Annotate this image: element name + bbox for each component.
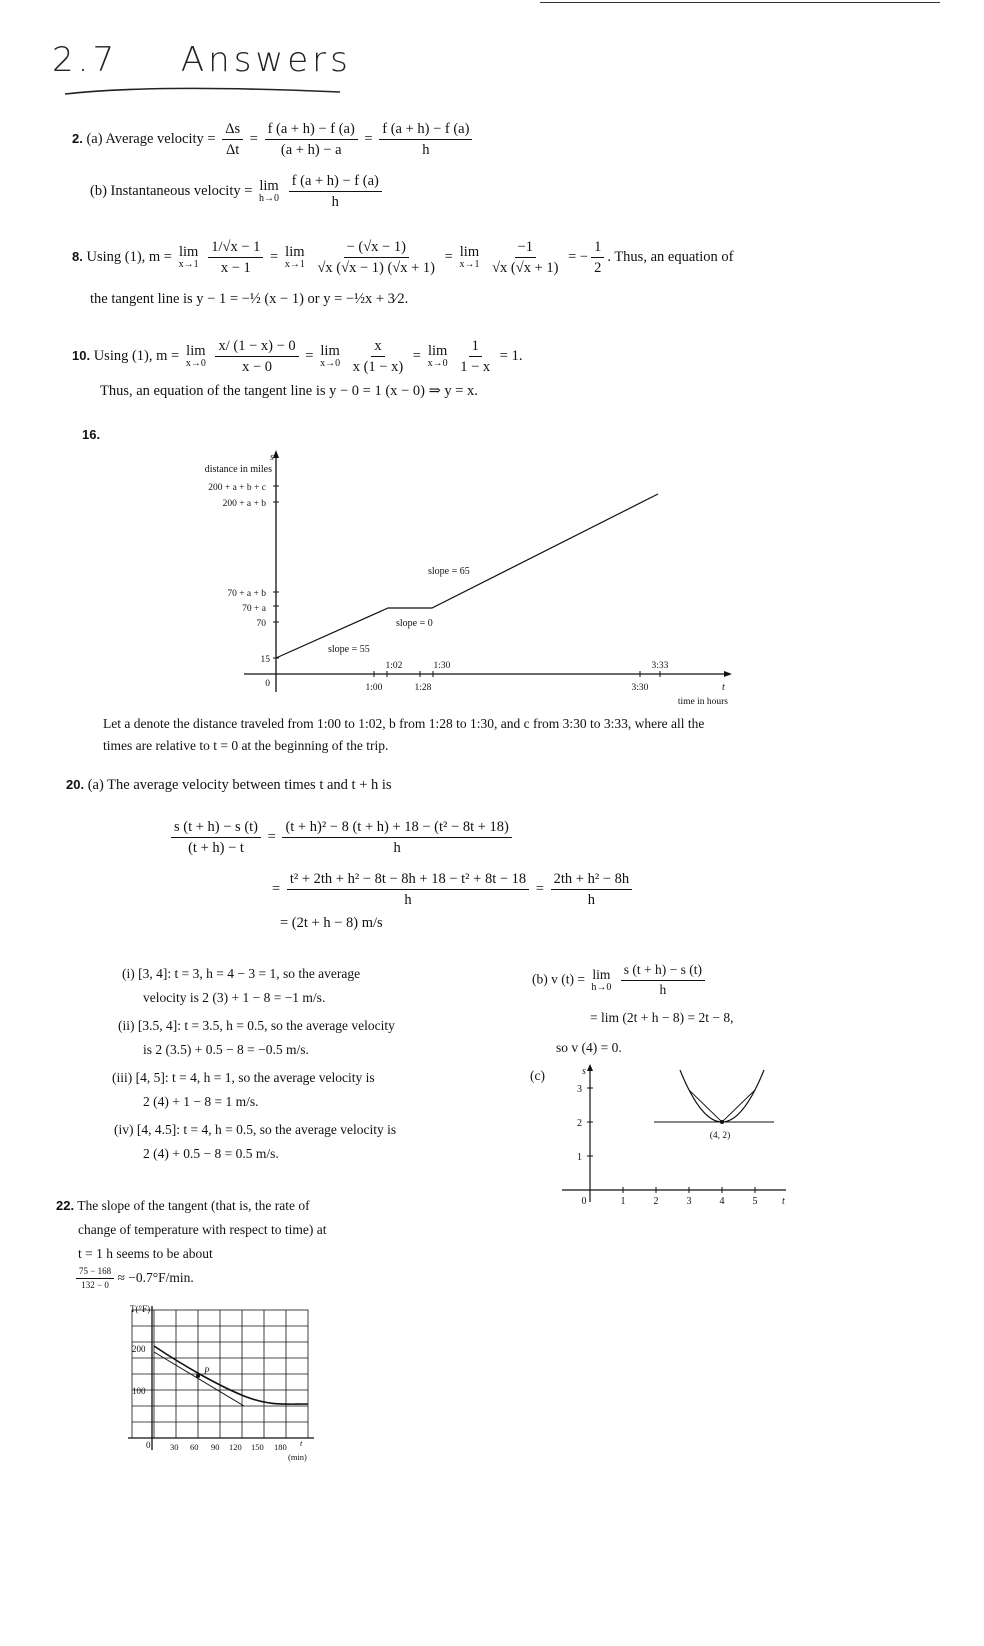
q10-intro: Using (1), m = [93,347,180,364]
q20c-ytick-3: 3 [577,1084,582,1095]
q22-result: ≈ −0.7°F/min. [117,1269,194,1285]
q20-item-ii: (ii) [3.5, 4]: t = 3.5, h = 0.5, so the average velocity [118,1018,395,1033]
q20-b-frac: $\frac{s (t + h) - s (t)}{h}$ [621,962,705,999]
title-underline [60,80,350,104]
q20c-y-name: s [582,1066,586,1077]
q20c-point-label: (4, 2) [709,1131,731,1141]
q22-point-label: P [204,1366,210,1376]
q20-equation-1: $\frac{s (t + h) - s (t)}{(t + h) - t}$ = $\frac{\text{(t + h)² − 8 (t + h) + 18 − (t² − 8t + 18)}}{h}$ [168,818,515,857]
q10-limit-3: lim x→0 [427,342,448,370]
q8-limit-1: lim x→1 [178,243,199,271]
q20c-point [720,1120,724,1124]
q16-tick-100: 1:00 [365,683,383,693]
q22-xtick-180: 180 [274,1442,287,1452]
q2-b-label: (b) Instantaneous velocity = [90,182,253,199]
q16-tick-102: 1:02 [385,661,403,671]
q20-intro: (a) The average velocity between times t and t + h is [87,777,392,793]
q8-line-2: the tangent line is y − 1 = −½ (x − 1) or y = −½x + 3⁄2. [90,291,409,307]
q20-item-i-cont: velocity is 2 (3) + 1 − 8 = −1 m/s. [143,990,326,1005]
q8-frac-half: $\frac{1}{2}$ [591,238,604,277]
q16-tick-128: 1:28 [414,683,432,693]
q22-line-1 [56,1198,310,1215]
q22-ytick-100: 100 [132,1386,146,1396]
q16-x-label: time in hours [677,697,728,707]
q20c-ytick-2: 2 [577,1118,582,1129]
q22-x-name: t [300,1438,303,1448]
q20-item-i: (i) [3, 4]: t = 3, h = 4 − 3 = 1, so the average [122,966,361,981]
q10-end: = 1. [499,347,523,364]
q2-frac-ds: $\frac{\Delta s}{\Delta t}$ [222,120,243,159]
q10-frac-3: $\frac{1}{1 - x}$ [460,338,491,376]
q22-temperature-graph [124,1300,324,1464]
q22-temperature-curve [154,1346,308,1404]
title-number: 2.7 [52,40,119,80]
q22-line-4 [76,1266,194,1292]
q10-line-2: Thus, an equation of the tangent line is y − 0 = 1 (x − 0) ⇒ y = x. [100,383,478,399]
q16-tick-333: 3:33 [651,661,669,671]
q20-number: 20. [66,777,85,792]
q8-intro: Using (1), m = [86,248,172,265]
q22-xtick-90: 90 [211,1442,220,1452]
q22-point-p [196,1374,200,1378]
q8-number: 8. [72,248,83,264]
q2-frac-1: $\frac{f (a + h) - f (a)}{(a + h) - a}$ [265,120,358,159]
q16-ytick-15: 15 [260,655,270,665]
q8-frac-3: $\frac{-1}{√x (√x + 1)}$ [492,239,559,277]
q8-frac-2: $\frac{- (√x - 1)}{√x (√x - 1) (√x + 1)}$ [317,239,436,277]
q20c-secant-left [689,1090,722,1122]
q20-frac-4: $\frac{\text{2th + h² − 8h}}{h}$ [551,870,632,909]
q20-intro-line [66,776,392,794]
q22-grid [132,1310,308,1438]
q20-item-ii-cont: is 2 (3.5) + 0.5 − 8 = −0.5 m/s. [143,1042,309,1057]
top-scan-line [540,2,940,3]
q8-frac-1: $\frac{1/√x - 1}{x - 1}$ [208,238,263,277]
q8-tail: . Thus, an equation of [607,248,734,265]
q22-line-2: change of temperature with respect to time) at [78,1222,327,1237]
page-title [52,40,352,80]
q22-xtick-60: 60 [190,1442,199,1452]
q20c-xtick-4: 4 [719,1196,725,1207]
q22-xtick-0: 0 [146,1440,151,1450]
q8-eq: = − [568,248,589,265]
q22-number: 22. [56,1198,75,1213]
q8-line-1: 8. Using (1), m = lim x→1 $\frac{1/√x - 1}{x - 1}$ = lim x→1 $\frac{- (√x - 1)}{√x (√x - 1) (√x + 1)}$ = lim x→1 $\frac{-1}{√x (√x + 1)}$ = − $\frac{1}{2}$ . Thus, an equation of [72,239,734,277]
q10-limit-2: lim x→0 [320,342,341,370]
q16-ytick-200ab: 200 + a + b [222,499,266,509]
q10-limit-1: lim x→0 [185,342,206,370]
q20c-y-arrow [587,1064,593,1071]
q20-b-limit: lim h→0 [591,967,612,993]
q20c-xtick-0: 0 [581,1196,587,1207]
q20-item-iv-cont: 2 (4) + 0.5 − 8 = 0.5 m/s. [143,1146,279,1161]
q8-limit-3: lim x→1 [459,243,480,271]
q20-b-label: (b) v (t) = [532,971,585,987]
q2-frac-2: $\frac{f (a + h) - f (a)}{h}$ [379,120,472,159]
q22-ytick-200: 200 [132,1344,146,1354]
q10-line-1: 10. Using (1), m = lim x→0 $\frac{x/ (1 - x) - 0}{x - 0}$ = lim x→0 $\frac{x}{x (1 - x)}$ = lim x→0 $\frac{1}{1 - x}$ = 1. [72,338,523,376]
q20c-parabola [680,1070,764,1122]
q20c-xtick-1: 1 [620,1196,626,1207]
q16-tick-130: 1:30 [433,661,451,671]
q20-equation-3: = (2t + h − 8) m/s [280,915,383,931]
q2-line-a: 2. (a) Average velocity = $\frac{\Delta s}{\Delta t}$ = $\frac{f (a + h) - f (a)}{(a + h) - a}$ = $\frac{f (a + h) - f (a)}{h}$ [72,120,475,159]
title-word: Answers [180,40,352,80]
q20c-xtick-3: 3 [686,1196,692,1207]
q20-part-b-line-3: so v (4) = 0. [556,1040,622,1055]
q10-frac-1: $\frac{x/ (1 - x) - 0}{x - 0}$ [215,337,298,376]
q16-ytick-70: 70 [256,619,266,629]
q16-slope-55: slope = 55 [328,644,370,655]
q2-line-b [90,172,385,211]
q20-equation-2: = $\frac{\text{t² + 2th + h² − 8t − 8h + 18 − t² + 8t − 18}}{h}$ = $\frac{\text{2th + h² − 8h}}{h}$ [272,870,635,909]
q10-number: 10. [72,347,91,363]
q2-number: 2. [72,130,83,146]
q22-xtick-150: 150 [251,1442,264,1452]
q16-ytick-70ab: 70 + a + b [227,589,266,599]
q16-x-arrow [724,671,732,677]
q10-frac-2: $\frac{x}{x (1 - x)}$ [352,338,404,376]
q16-ytick-200abc: 200 + a + b + c [208,483,266,493]
q16-slope-0: slope = 0 [396,618,433,629]
q16-caption-2: times are relative to t = 0 at the beginning of the trip. [103,738,389,753]
q22-x-unit: (min) [288,1452,307,1462]
q22-tangent-line [154,1352,244,1406]
q22-xtick-120: 120 [229,1442,242,1452]
q2-a-label: (a) Average velocity = [86,130,216,147]
q20-position-graph [556,1062,796,1212]
q20c-x-name: t [782,1196,785,1207]
q20c-ytick-1: 1 [577,1152,582,1163]
q16-ytick-70a: 70 + a [242,604,266,614]
q20-frac-2: $\frac{\text{(t + h)² − 8 (t + h) + 18 − (t² − 8t + 18)}}{h}$ [282,818,511,857]
q16-ytick-0: 0 [265,679,270,689]
q16-number: 16. [82,427,101,442]
q20-part-b-line-2: = lim (2t + h − 8) = 2t − 8, [590,1010,734,1025]
q20-part-c-label: (c) [530,1068,545,1083]
q20c-xtick-2: 2 [653,1196,659,1207]
q16-slope-65: slope = 65 [428,566,470,577]
q2-frac-b: $\frac{f (a + h) - f (a)}{h}$ [289,172,382,211]
q20-part-b-line-1 [532,962,708,999]
q16-x-axis-name: t [722,682,725,693]
q20-frac-3: $\frac{\text{t² + 2th + h² − 8t − 8h + 18 − t² + 8t − 18}}{h}$ [287,870,529,909]
q22-xtick-30: 30 [170,1442,179,1452]
q16-tick-330: 3:30 [631,683,649,693]
q20-frac-1: $\frac{s (t + h) - s (t)}{(t + h) - t}$ [171,818,261,857]
q22-text-1: The slope of the tangent (that is, the rate of [77,1198,310,1213]
q20-item-iii: (iii) [4, 5]: t = 4, h = 1, so the average velocity is [112,1070,375,1085]
q20c-xtick-5: 5 [752,1196,758,1207]
q16-distance-graph [180,448,760,710]
q20-item-iv: (iv) [4, 4.5]: t = 4, h = 0.5, so the average velocity is [114,1122,397,1137]
q20c-secant-right [722,1090,755,1122]
q22-slope-frac: $\frac{75 - 168}{132 - 0}$ [76,1266,114,1292]
q16-y-axis-name: s [270,452,274,463]
q20-item-iii-cont: 2 (4) + 1 − 8 = 1 m/s. [143,1094,259,1109]
q16-caption-1: Let a denote the distance traveled from 1:00 to 1:02, b from 1:28 to 1:30, and c from 3:30 to 3:33, where all the [103,716,705,731]
q8-limit-2: lim x→1 [284,243,305,271]
q16-y-label: distance in miles [204,464,272,475]
q22-y-label: T(°F) [130,1304,151,1314]
q22-line-3: t = 1 h seems to be about [78,1246,213,1261]
q2-limit: lim h→0 [259,177,280,205]
